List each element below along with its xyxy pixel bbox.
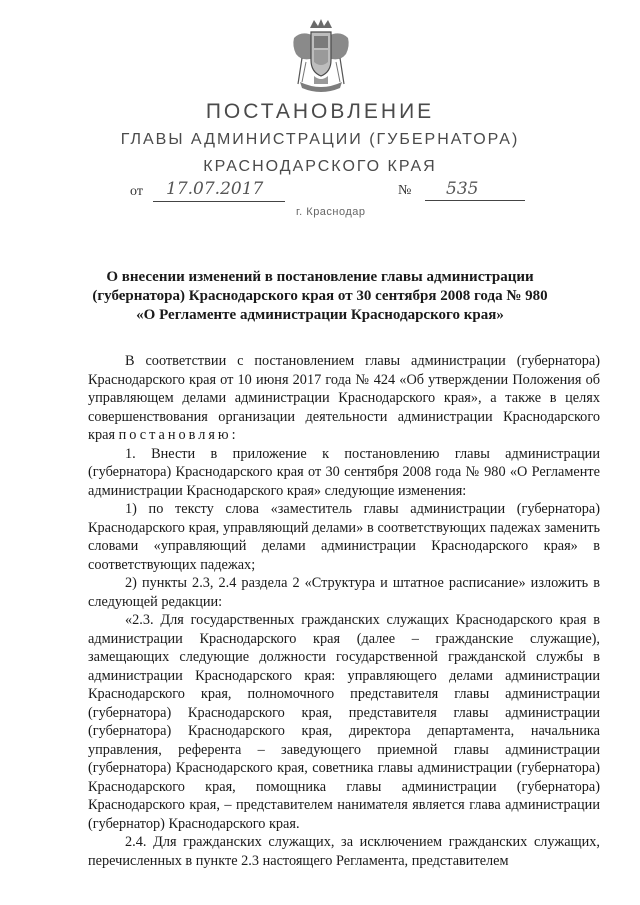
city-name: г. Краснодар <box>296 206 366 218</box>
document-number: 535 <box>446 179 479 199</box>
document-type-heading: ПОСТАНОВЛЕНИЕ <box>205 100 435 123</box>
date-underline <box>153 201 285 202</box>
title-line: «О Регламенте администрации Краснодарского края» <box>136 307 504 323</box>
title-line: (губернатора) Краснодарского края от 30 сентября 2008 года № 980 <box>92 288 548 304</box>
paragraph-clause-2-4: 2.4. Для гражданских служащих, за исключением гражданских служащих, перечисленных в пункте 2.3 настоящего Регламента, представителем <box>88 834 600 869</box>
resolution-word: постановляю: <box>118 427 239 443</box>
preamble-text: В соответствии с постановлением главы администрации (губернатора) Краснодарского края от 10 июня 2017 года № 424 «Об утверждении Положения об управляющем делами администрации Краснодарского края», а также в целях совершенствования организации деятельности администрации Краснодарского края <box>88 353 600 443</box>
paragraph-preamble <box>88 352 600 445</box>
coat-of-arms-icon <box>288 18 354 92</box>
number-underline <box>425 200 525 201</box>
number-prefix: № <box>398 183 412 198</box>
issuing-authority: ГЛАВЫ АДМИНИСТРАЦИИ (ГУБЕРНАТОРА) <box>120 131 520 148</box>
document-title <box>50 268 590 325</box>
paragraph-clause-2-3: «2.3. Для государственных гражданских служащих Краснодарского края в администрации Краснодарского края (далее – гражданские служащие), замещающих следующие должности государственной гражданской службы в администрации Краснодарского края: управляющего делами администрации Краснодарского края, полномочного представителя главы администрации (губернатора) Краснодарского края, представителя главы администрации (губернатора) Краснодарского края, директора департамента, начальника управления, референта – заведующего приемной главы администрации (губернатора) Краснодарского края, советника главы администрации (губернатора) Краснодарского края, помощника главы администрации (губернатора) Краснодарского края, – представителем нанимателя является глава администрации (губернатор) Краснодарского края. <box>88 612 600 832</box>
document-date: 17.07.2017 <box>166 179 264 199</box>
paragraph-subitem-1: 1) по тексту слова «заместитель главы администрации (губернатора) Краснодарского края, управляющий делами» в соответствующих падежах заменить словами «управляющий делами администрации Краснодарского края» в соответствующих падежах; <box>88 501 600 573</box>
document-body <box>88 352 600 870</box>
paragraph-item-1: 1. Внести в приложение к постановлению главы администрации (губернатора) Краснодарского края от 30 сентября 2008 года № 980 «О Регламенте администрации Краснодарского края» следующие изменения: <box>88 445 600 499</box>
paragraph-subitem-2: 2) пункты 2.3, 2.4 раздела 2 «Структура и штатное расписание» изложить в следующей редакции: <box>88 575 600 610</box>
title-line: О внесении изменений в постановление главы администрации <box>106 269 534 285</box>
region-name: КРАСНОДАРСКОГО КРАЯ <box>203 158 437 175</box>
date-prefix: от <box>130 184 143 199</box>
